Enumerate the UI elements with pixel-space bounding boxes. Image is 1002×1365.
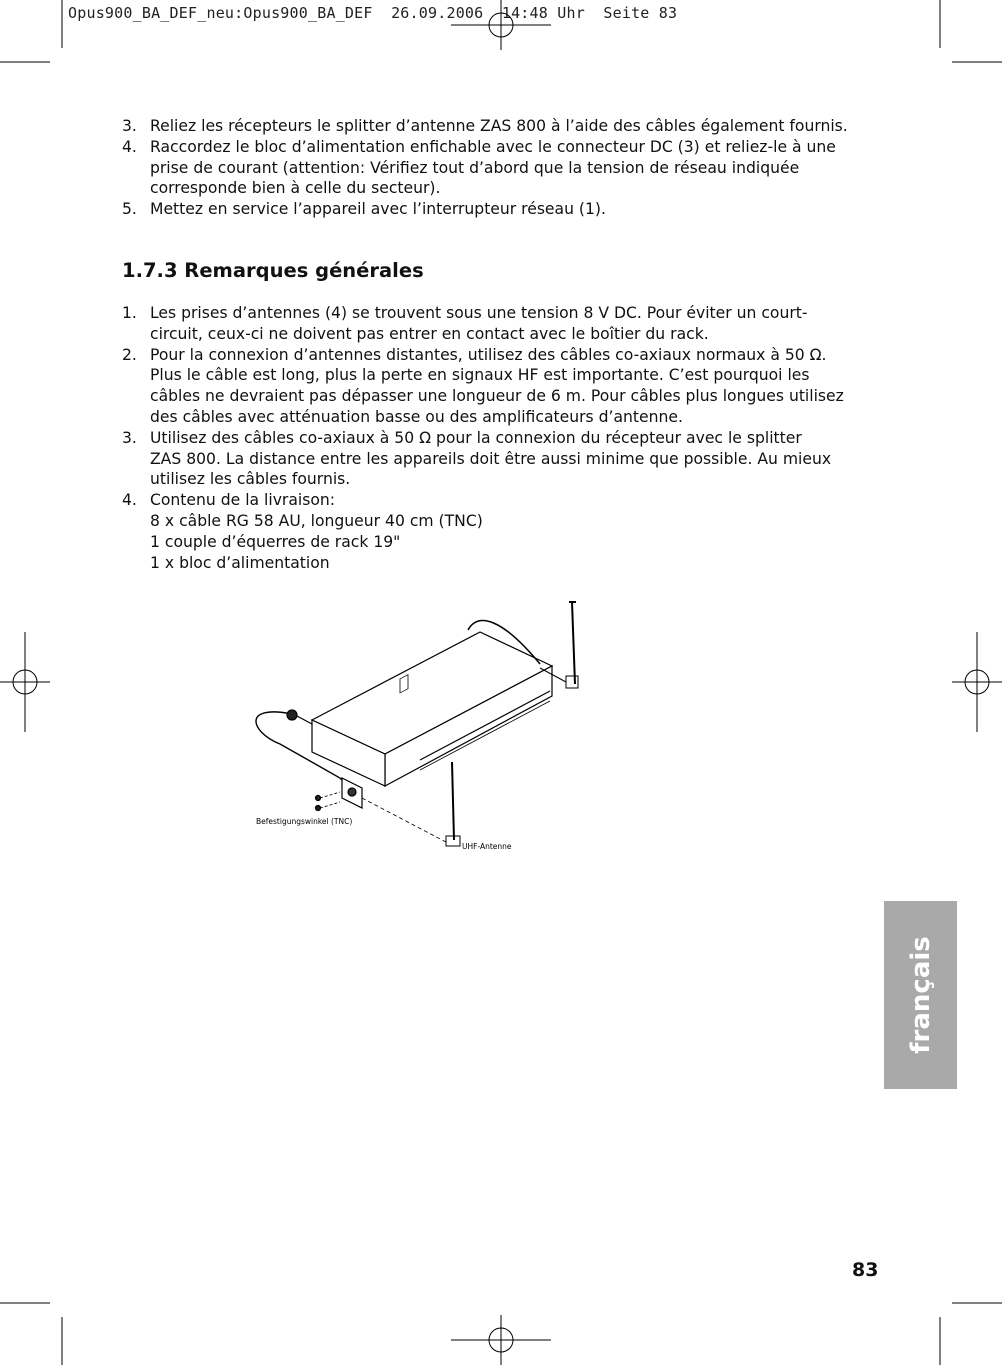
remark-item: 4. Contenu de la livraison: 8 x câble RG 58 AU, longueur 40 cm (TNC) 1 couple d’équerres de rack 19" 1 x bloc d’alimentation	[122, 491, 483, 572]
rack-receiver-illustration	[240, 592, 600, 862]
bracket-label: Befestigungswinkel (TNC)	[256, 817, 353, 826]
step-item: 4. Raccordez le bloc d’alimentation enfichable avec le connecteur DC (3) et reliez-le à une prise de courant (attention: Vérifiez tout d’abord que la tension de réseau indiquée corresponde bien à celle du secteur).	[122, 137, 836, 198]
remarks-list	[122, 303, 862, 573]
language-tab-label: français	[905, 936, 936, 1054]
remark-item: 1. Les prises d’antennes (4) se trouvent sous une tension 8 V DC. Pour éviter un court- circuit, ceux-ci ne doivent pas entrer en contact avec le boîtier du rack.	[122, 304, 808, 343]
section-heading: 1.7.3 Remarques générales	[122, 259, 424, 282]
remark-item: 2. Pour la connexion d’antennes distantes, utilisez des câbles co-axiaux normaux à 50 Ω. Plus le câble est long, plus la perte en signaux HF est importante. C’est pourquoi les câbles ne devraient pas dépasser une longueur de 6 m. Pour câbles plus longues utilisez des câbles avec atténuation basse ou des amplificateurs d’antenne.	[122, 345, 844, 426]
setup-steps	[122, 116, 852, 220]
remark-item: 3. Utilisez des câbles co-axiaux à 50 Ω pour la connexion du récepteur avec le splitter ZAS 800. La distance entre les appareils doit être aussi minime que possible. Au mieux utilisez les câbles fournis.	[122, 428, 832, 489]
antenna-label: UHF-Antenne	[462, 842, 512, 851]
step-item: 3. Reliez les récepteurs le splitter d’antenne ZAS 800 à l’aide des câbles également fournis.	[122, 117, 848, 135]
print-slug: Opus900_BA_DEF_neu:Opus900_BA_DEF 26.09.2006 14:48 Uhr Seite 83	[68, 4, 678, 22]
language-tab	[884, 901, 957, 1089]
page-number: 83	[852, 1259, 879, 1281]
step-item: 5. Mettez en service l’appareil avec l’interrupteur réseau (1).	[122, 200, 606, 219]
